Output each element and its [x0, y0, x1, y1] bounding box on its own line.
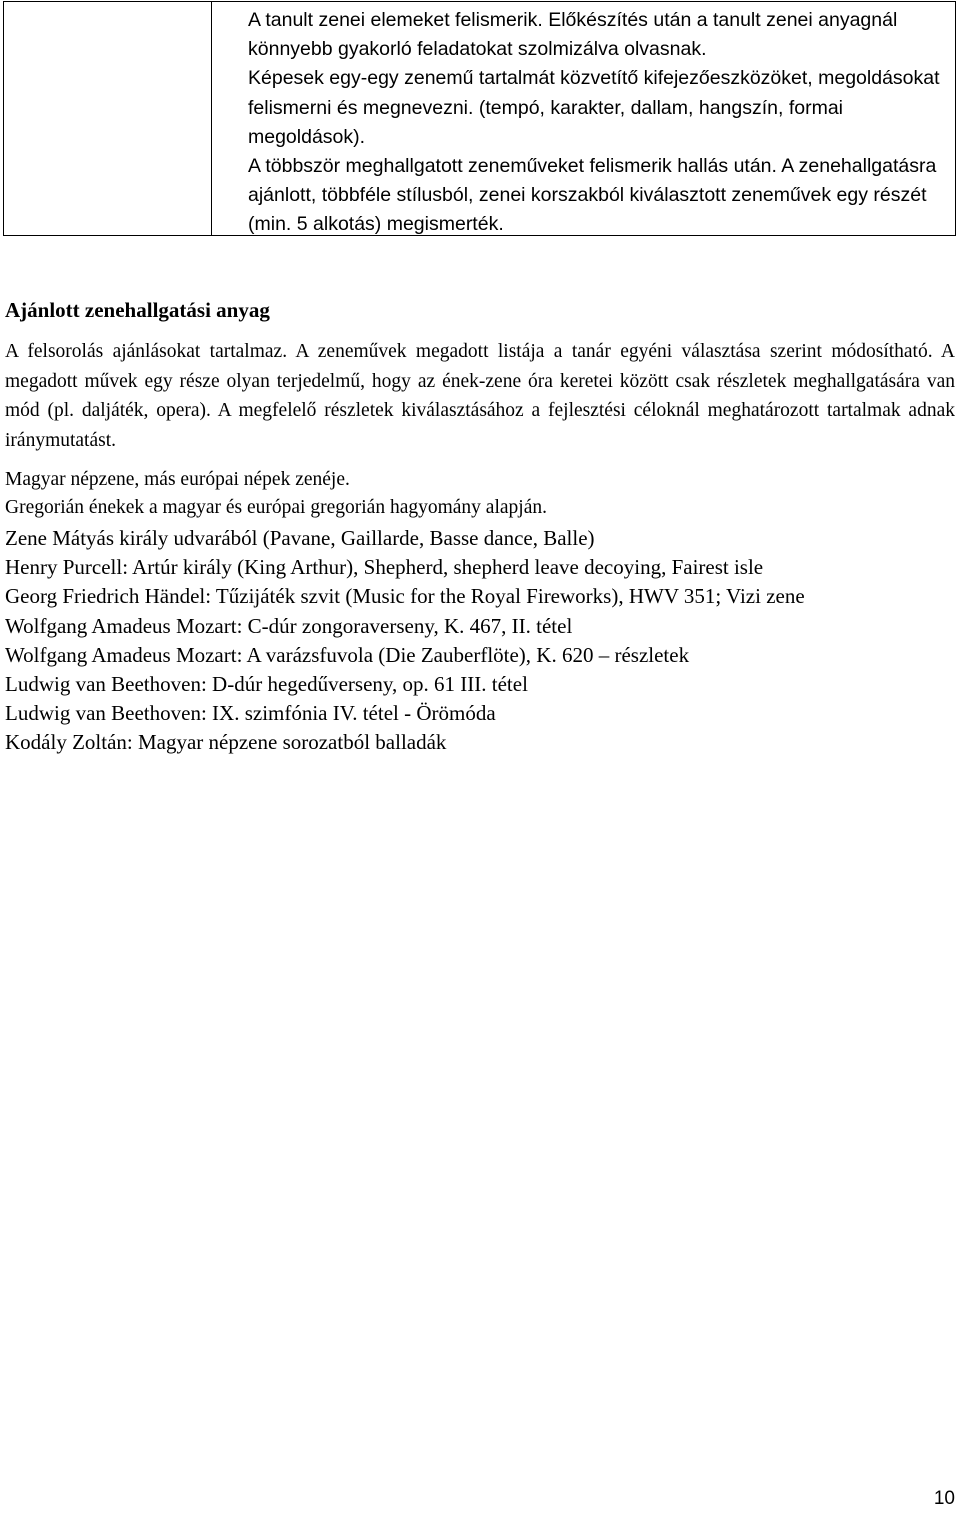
cell-paragraph: Képesek egy-egy zenemű tartalmát közvetítő kifejezőeszközöket, megoldásokat felismerni és megnevezni. (tempó, karakter, dallam, hangszín, formai megoldások). [248, 67, 940, 148]
list-item: Gregorián énekek a magyar és európai gregorián hagyomány alapján. [5, 497, 547, 518]
cell-paragraph: A tanult zenei elemeket felismerik. Előkészítés után a tanult zenei anyagnál könnyebb gyakorló feladatokat szolmizálva olvasnak. [248, 9, 898, 61]
list-item: Kodály Zoltán: Magyar népzene sorozatból balladák [5, 730, 447, 755]
section-heading: Ajánlott zenehallgatási anyag [5, 298, 270, 322]
cell-paragraph: A többször meghallgatott zeneműveket felismerik hallás után. A zenehallgatásra ajánlott, többféle stílusból, zenei korszakból kiválasztott zeneművek egy részét (min. 5 alkotás) megismerték. [248, 155, 937, 236]
table-column-divider [211, 2, 212, 235]
list-item: Zene Mátyás király udvarából (Pavane, Gaillarde, Basse dance, Balle) [5, 526, 595, 550]
list-item: Ludwig van Beethoven: IX. szimfónia IV. tétel - Örömóda [5, 701, 496, 726]
list-item: Wolfgang Amadeus Mozart: A varázsfuvola (Die Zauberflöte), K. 620 – részletek [5, 642, 690, 667]
list-item: Georg Friedrich Händel: Tűzijáték szvit (Music for the Royal Fireworks), HWV 351; Vizi zene [5, 584, 805, 609]
list-item: Magyar népzene, más európai népek zenéje. [5, 469, 350, 490]
listening-list [5, 466, 955, 758]
page-number: 10 [933, 1488, 955, 1509]
list-item: Henry Purcell: Artúr király (King Arthur), Shepherd, shepherd leave decoying, Fairest isle [5, 555, 764, 580]
section-intro: A felsorolás ajánlásokat tartalmaz. A zeneművek megadott listája a tanár egyéni választása szerint módosítható. A megadott művek egy része olyan terjedelmű, hogy az ének-zene óra keretei között csak részletek meghallgatására van mód (pl. daljáték, opera). A megfelelő részletek kiválasztásához a fejlesztési céloknál meghatározott tartalmak adnak iránymutatást. [5, 341, 955, 451]
table-cell-text [248, 6, 948, 240]
list-item: Wolfgang Amadeus Mozart: C-dúr zongoraverseny, K. 467, II. tétel [5, 613, 573, 638]
list-item: Ludwig van Beethoven: D-dúr hegedűverseny, op. 61 III. tétel [5, 672, 528, 697]
